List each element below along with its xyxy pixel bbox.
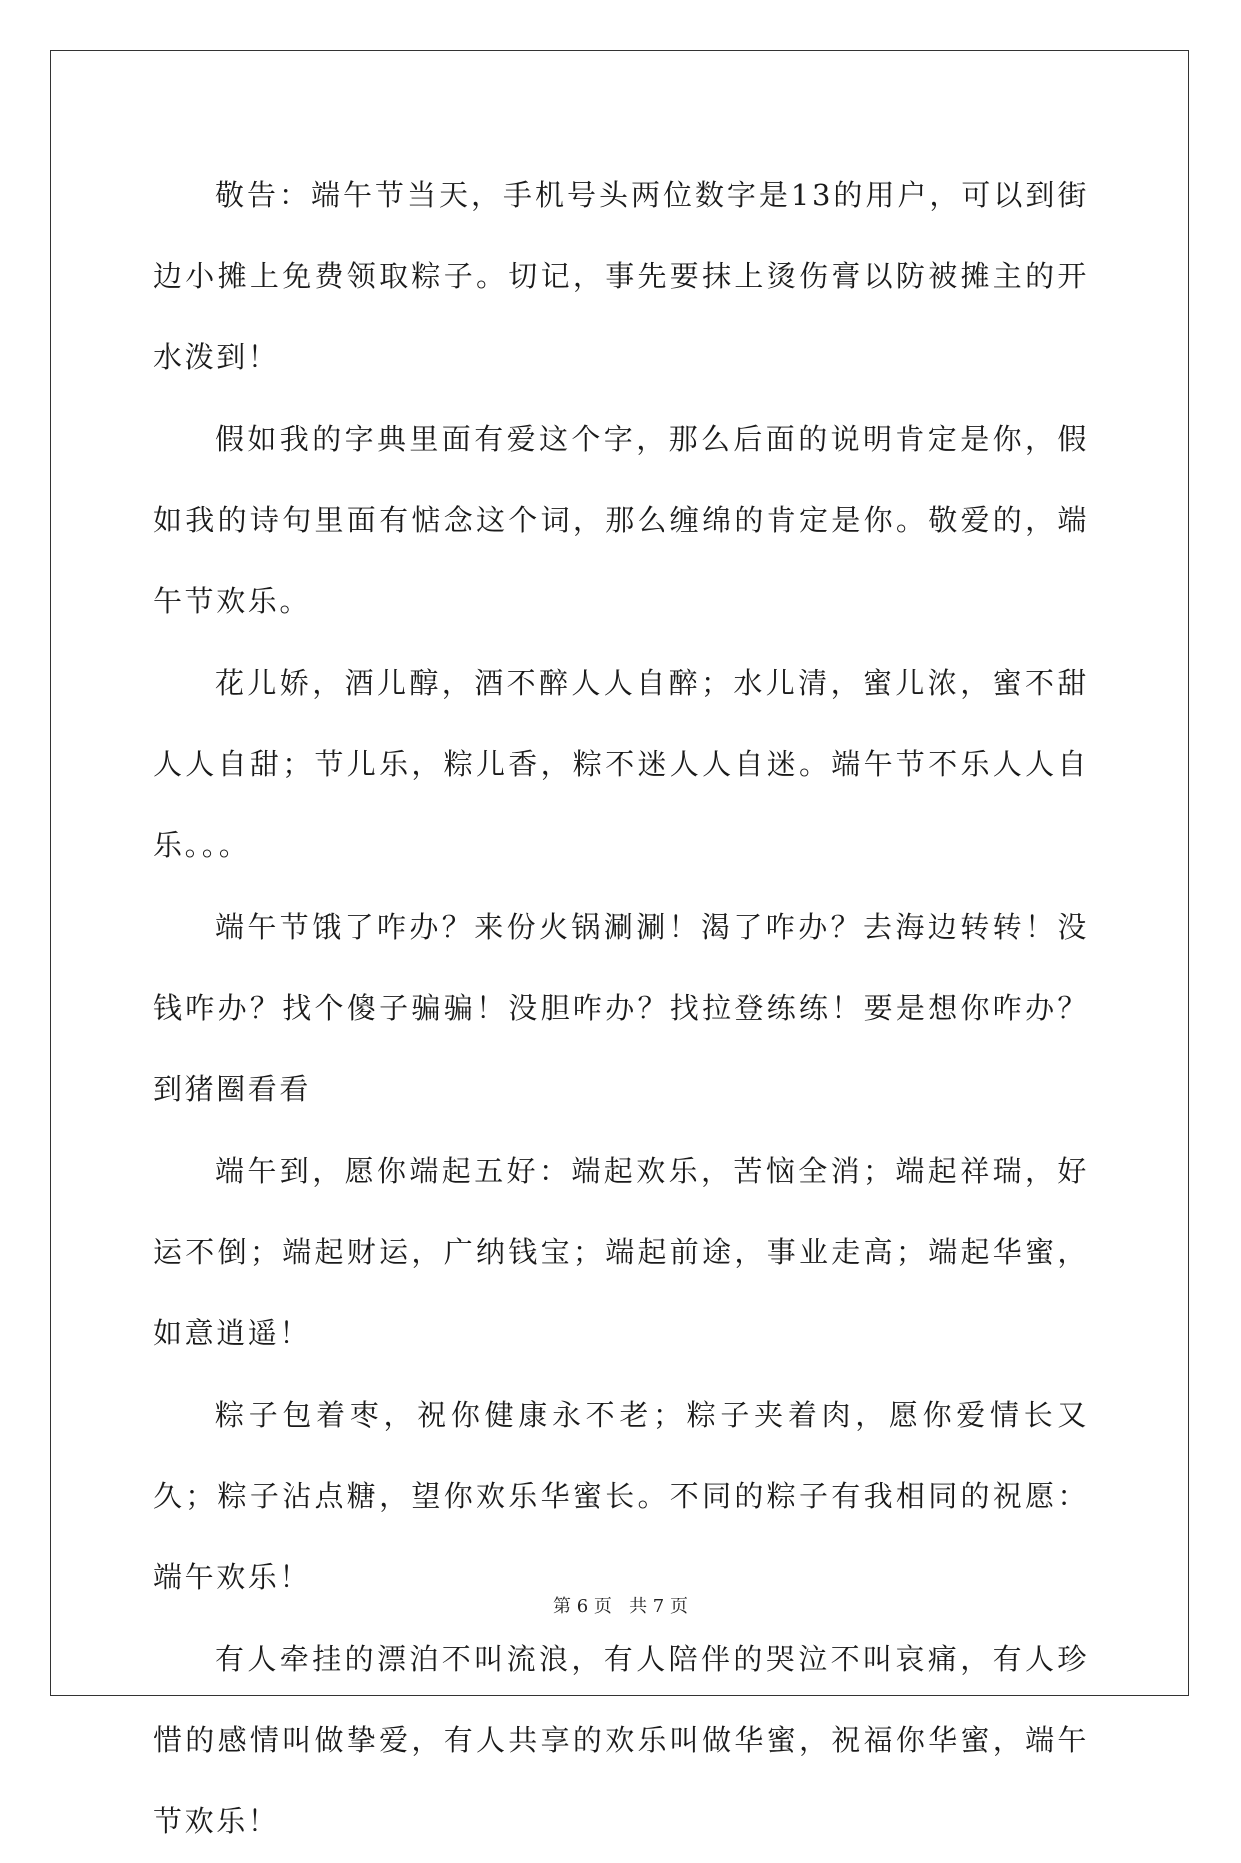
paragraph: 端午节饿了咋办？来份火锅涮涮！渴了咋办？去海边转转！没钱咋办？找个傻子骗骗！没胆咋办？找拉登练练！要是想你咋办？到猪圈看看 bbox=[153, 910, 1089, 1106]
paragraph: 敬告：端午节当天，手机号头两位数字是13的用户，可以到街边小摊上免费领取粽子。切记，事先要抹上烫伤膏以防被摊主的开水泼到！ bbox=[153, 178, 1089, 374]
paragraph: 有人牵挂的漂泊不叫流浪，有人陪伴的哭泣不叫哀痛，有人珍惜的感情叫做挚爱，有人共享的欢乐叫做华蜜，祝福你华蜜，端午节欢乐！ bbox=[153, 1642, 1089, 1838]
paragraph: 假如我的字典里面有爱这个字，那么后面的说明肯定是你，假如我的诗句里面有惦念这个词，那么缠绵的肯定是你。敬爱的，端午节欢乐。 bbox=[153, 422, 1089, 618]
paragraph: 花儿娇，酒儿醇，酒不醉人人自醉；水儿清，蜜儿浓，蜜不甜人人自甜；节儿乐，粽儿香，粽不迷人人自迷。端午节不乐人人自乐。。。 bbox=[153, 666, 1089, 862]
paragraph: 粽子包着枣，祝你健康永不老；粽子夹着肉，愿你爱情长又久；粽子沾点糖，望你欢乐华蜜长。不同的粽子有我相同的祝愿：端午欢乐！ bbox=[153, 1398, 1089, 1594]
paragraph: 端午到，愿你端起五好：端起欢乐，苦恼全消；端起祥瑞，好运不倒；端起财运，广纳钱宝；端起前途，事业走高；端起华蜜，如意逍遥！ bbox=[153, 1154, 1089, 1350]
page-number: 第 6 页 共 7 页 bbox=[553, 1596, 688, 1617]
